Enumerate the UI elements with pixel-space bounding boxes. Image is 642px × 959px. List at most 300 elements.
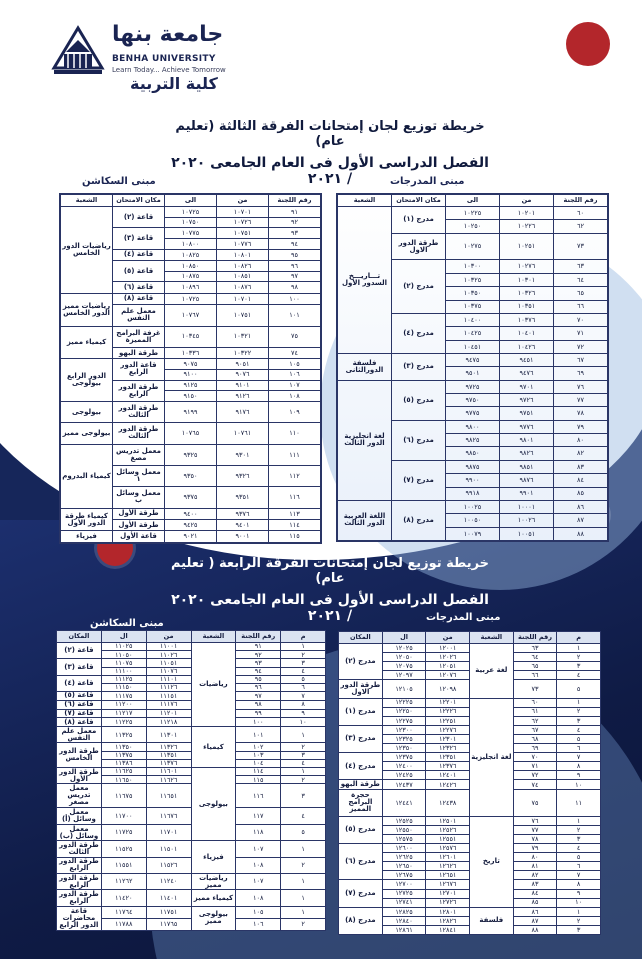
table-cell: ١٠٧٧٥ <box>165 228 217 239</box>
table-cell: ٨١ <box>513 862 557 871</box>
table-cell: ٢ <box>281 776 326 784</box>
table-cell: ١٢٦٧٥ <box>382 871 426 880</box>
table-row <box>338 500 608 513</box>
table-cell: طرقة البهو <box>339 780 383 790</box>
table-cell: ١٠٣٢٦ <box>500 287 554 300</box>
table-cell: ١٢٠٠١ <box>426 644 470 653</box>
table-cell: ٨٦ <box>554 500 608 513</box>
table-cell: غرفة البرامج المميزة <box>113 326 165 347</box>
table-cell: ١٠٣٢٥ <box>446 273 500 286</box>
table-cell: ٩٠٥١ <box>217 359 269 370</box>
table-cell: ١٠٣٢١ <box>217 326 269 347</box>
table-cell: ١٢٠٩٨ <box>426 680 470 698</box>
column-header: رقم اللجنة <box>269 195 321 207</box>
table-cell: تاريخ <box>470 816 514 907</box>
fourth-year-halls-table <box>338 631 601 935</box>
table-cell: ١١٤ <box>269 520 321 531</box>
table-cell: ١ <box>557 698 601 707</box>
table-cell: ١٠٦ <box>269 369 321 380</box>
table-cell: طرقة الأول <box>113 508 165 519</box>
table-cell: ١٠٢٢٦ <box>500 220 554 233</box>
university-slogan: Learn Today... Achieve Tomorrow <box>112 66 226 74</box>
table-cell: ٦ <box>557 862 601 871</box>
table-cell: طرقة البهو <box>113 347 165 358</box>
table-cell: ٦٤ <box>513 653 557 662</box>
table-cell: ٤ <box>557 671 601 680</box>
column-header: رقم اللجنة <box>513 632 557 644</box>
table-cell: ٢ <box>281 918 326 930</box>
table-cell: ٩٧٠١ <box>500 380 554 393</box>
table-cell: ١٢٤٠١ <box>426 771 470 780</box>
table-cell: لغة انجليزية الدور الثالث <box>338 380 392 500</box>
table-cell: ٣ <box>281 751 326 759</box>
table-cell: ١٢٤٤١ <box>382 790 426 817</box>
table-cell: ٩٩٠١ <box>500 487 554 500</box>
table-cell: ١١٨ <box>236 824 281 840</box>
table-cell: ١٠٤ <box>236 759 281 767</box>
table-cell: بيولوجى مميز <box>61 423 113 444</box>
table-cell: ١٢٨٢٦ <box>426 916 470 925</box>
table-cell: ١١٢٦٢ <box>101 873 146 889</box>
table-cell: ١ <box>281 643 326 651</box>
table-cell: ٢ <box>557 653 601 662</box>
table-cell: ٩٨٥٠ <box>446 447 500 460</box>
table-cell: ٩ <box>557 771 601 780</box>
table-cell: ٤ <box>557 725 601 734</box>
table-cell: قاعة (٢) <box>113 207 165 228</box>
table-cell: ١٠٤٢٦ <box>500 340 554 353</box>
table-cell: ٩٣٥١ <box>217 487 269 508</box>
table-cell: ٢ <box>281 743 326 751</box>
table-cell: ٦٦ <box>554 300 608 313</box>
table-cell: ٩٩٠٠ <box>446 474 500 487</box>
table-cell: ١٠٣٠١ <box>500 273 554 286</box>
table-cell: ٧ <box>557 871 601 880</box>
table-cell: ٩١٥٠ <box>165 391 217 402</box>
table-row <box>339 698 601 707</box>
table-cell: ٨٨ <box>554 527 608 540</box>
table-cell: ٩١ <box>269 207 321 218</box>
table-cell: ١١٦٠١ <box>146 768 191 776</box>
fourth-year-subtitle: الفصل الدراسى الأول فى العام الجامعى ٢٠٢٠ / ٢٠٢١ <box>171 592 489 624</box>
table-cell: ٣ <box>557 662 601 671</box>
table-row <box>57 906 326 918</box>
table-cell: معمل علم النفس <box>113 305 165 326</box>
column-header: الى <box>446 195 500 207</box>
table-row <box>61 508 321 519</box>
table-cell: ١١٧٥١ <box>146 906 191 918</box>
table-cell: ١١١٠٠ <box>101 667 146 675</box>
table-cell: ١٠٧٠١ <box>217 207 269 218</box>
table-cell: ١٠٧٢٦ <box>217 217 269 228</box>
table-cell: قاعة (٤) <box>113 249 165 260</box>
table-cell: كيمياء مميز <box>191 890 236 906</box>
table-cell: ٥ <box>557 853 601 862</box>
table-cell: طرقة الدور الثالث <box>57 841 102 857</box>
table-cell: ١٠٧ <box>236 873 281 889</box>
table-cell: ١٢٨٢٥ <box>382 907 426 916</box>
table-cell: ١٢٨٤٠ <box>382 916 426 925</box>
table-cell: ٣ <box>281 784 326 808</box>
table-cell: ١١٣٠١ <box>146 727 191 743</box>
table-cell: ٨٤ <box>513 889 557 898</box>
table-cell: ٩٤٠٠ <box>165 508 217 519</box>
table-cell: ٢ <box>557 825 601 834</box>
third-year-building-right: مبنى المدرجات <box>390 176 465 187</box>
table-cell: ٩١ <box>236 643 281 651</box>
table-cell: ٧٣ <box>554 233 608 260</box>
table-cell: ١١١٥١ <box>146 692 191 701</box>
table-cell: ٩٠٧٦ <box>217 369 269 380</box>
table-cell: ١١٥٠١ <box>146 841 191 857</box>
table-cell: ٨ <box>281 700 326 709</box>
table-cell: ٩٧٢٦ <box>500 394 554 407</box>
table-cell: ١ <box>281 906 326 918</box>
table-cell: ٨٥ <box>513 898 557 907</box>
table-row <box>339 816 601 825</box>
table-cell: ٣ <box>557 834 601 843</box>
table-cell: طرقة الدور الرابع <box>57 857 102 873</box>
table-row <box>61 444 321 465</box>
table-cell: ١٠١ <box>269 305 321 326</box>
decorative-red-dot <box>566 22 610 66</box>
table-cell: ٧٧ <box>513 825 557 834</box>
column-header: من <box>146 631 191 643</box>
table-cell: ٩٤٧٥ <box>446 353 500 366</box>
table-row <box>339 880 601 889</box>
table-cell: طرقة الدور الرابع <box>57 873 102 889</box>
column-header: الشعبة <box>191 631 236 643</box>
table-cell: ١١١٢٥ <box>101 675 146 683</box>
table-cell: ١٢٣٧٦ <box>426 762 470 771</box>
table-cell: ٤ <box>281 759 326 767</box>
table-row <box>339 780 601 790</box>
table-cell: ١٠٧٥٠ <box>165 217 217 228</box>
table-cell: ٧٤ <box>269 347 321 358</box>
table-cell: ٦٣ <box>513 644 557 653</box>
table-cell: ٧١ <box>554 327 608 340</box>
table-cell: ٦٣ <box>554 260 608 273</box>
table-cell: ١٠٨ <box>236 890 281 906</box>
table-cell: ١٠٢٥١ <box>500 233 554 260</box>
table-row <box>339 907 601 916</box>
table-cell: مدرج (٨) <box>392 500 446 540</box>
table-cell: ٥ <box>281 675 326 683</box>
table-cell: رياضيات مميز الدور الخامس <box>61 293 113 326</box>
table-cell: ٧٠ <box>513 753 557 762</box>
table-cell: طرقة الدور الثالث <box>113 423 165 444</box>
table-cell: ١٢٦٧٦ <box>426 880 470 889</box>
table-cell: فيزياء <box>61 531 113 543</box>
table-cell: مدرج (٢) <box>339 644 383 680</box>
table-row <box>57 857 326 873</box>
table-cell: ١٠٢٠١ <box>500 207 554 220</box>
table-cell: ١٠٣ <box>236 751 281 759</box>
table-cell: معمل علم النفس <box>57 727 102 743</box>
table-cell: ١٢٢٢٦ <box>426 707 470 716</box>
column-header: مكان الامتحان <box>113 195 165 207</box>
table-cell: ٦٩ <box>513 744 557 753</box>
table-cell: ٩٨٠١ <box>500 434 554 447</box>
table-cell: قاعة محاضرات الدور الرابع <box>57 906 102 930</box>
table-cell: ١٢٦٠٠ <box>382 844 426 853</box>
table-row <box>338 207 608 220</box>
table-cell: ١٠٥ <box>269 359 321 370</box>
table-cell: ٩٨٢٥ <box>446 434 500 447</box>
table-cell: ١١٧٨٨ <box>101 918 146 930</box>
table-cell: ١٢٢٧٥ <box>382 716 426 725</box>
table-cell: ٦٧ <box>554 353 608 366</box>
table-cell: ٢ <box>281 857 326 873</box>
table-cell: فلسفة الدورالثانى <box>338 353 392 380</box>
table-cell: ٩٠٧٥ <box>165 359 217 370</box>
table-cell: ٨٥ <box>554 487 608 500</box>
table-cell: ١٢٦٠١ <box>426 853 470 862</box>
table-cell: ١١١٧٥ <box>101 692 146 701</box>
table-row <box>57 743 326 751</box>
column-header: من <box>217 195 269 207</box>
table-cell: ١١٥ <box>269 531 321 543</box>
table-cell: ٩٣ <box>269 228 321 239</box>
table-row <box>61 401 321 422</box>
table-cell: ٧٠ <box>554 313 608 326</box>
column-header: من <box>426 632 470 644</box>
table-row <box>339 680 601 698</box>
table-cell: ٥ <box>557 680 601 698</box>
table-cell: ١٠٢٥٠ <box>446 220 500 233</box>
table-cell: ١٠ <box>281 718 326 727</box>
table-cell: طرقة الدور الاول <box>339 680 383 698</box>
column-header: من <box>500 195 554 207</box>
column-header: الشعبة <box>338 195 392 207</box>
table-cell: اللغة العربية الدور الثالث <box>338 500 392 540</box>
table-cell: ٩٦ <box>236 683 281 691</box>
table-cell: ٩٧٢٥ <box>446 380 500 393</box>
third-year-sections-table <box>59 193 322 544</box>
table-cell: ١ <box>557 907 601 916</box>
table-cell: مدرج (٥) <box>392 380 446 420</box>
table-cell: قاعة (٦) <box>57 700 102 709</box>
table-cell: ١٢٠٧٥ <box>382 662 426 671</box>
column-header: م <box>281 631 326 643</box>
table-cell: ١٢٥٥٠ <box>382 825 426 834</box>
table-cell: ٨٤ <box>554 474 608 487</box>
table-cell: كيمياء البدروم <box>61 444 113 508</box>
table-row <box>61 207 321 218</box>
table-cell: ٨ <box>557 880 601 889</box>
table-cell: مدرج (٣) <box>339 725 383 752</box>
table-row <box>57 718 326 727</box>
table-cell: ٩٣٢٥ <box>165 444 217 465</box>
table-cell: رياضيات مميز <box>191 873 236 889</box>
table-cell: مدرج (٥) <box>339 816 383 843</box>
table-cell: ٧ <box>557 753 601 762</box>
table-row <box>57 675 326 683</box>
table-cell: ١٠٣٥١ <box>500 300 554 313</box>
table-cell: ١٠٠ <box>236 718 281 727</box>
table-cell: ٩ <box>281 709 326 718</box>
table-row <box>57 709 326 718</box>
table-cell: ٩٤٢٥ <box>165 520 217 531</box>
table-cell: ١١٠٧٥ <box>101 659 146 667</box>
table-cell: ١٠٨٥١ <box>217 271 269 282</box>
third-year-subtitle: الفصل الدراسى الأول فى العام الجامعى ٢٠٢٠ / ٢٠٢١ <box>171 155 489 187</box>
table-cell: ١٠٧ <box>236 841 281 857</box>
university-name-english: BENHA UNIVERSITY <box>112 54 216 64</box>
table-row <box>57 873 326 889</box>
table-cell: ١٠٧٢٥ <box>165 207 217 218</box>
table-cell: ١١٧٠١ <box>146 824 191 840</box>
column-header: م <box>557 632 601 644</box>
table-cell: ١٢٥٧٦ <box>426 844 470 853</box>
table-cell: قاعة (٣) <box>57 659 102 675</box>
table-cell: ١١٣٢٦ <box>146 743 191 751</box>
table-cell: ٩٥ <box>269 249 321 260</box>
table-row <box>57 700 326 709</box>
table-cell: قاعة (٢) <box>57 643 102 659</box>
table-cell: فلسفة <box>470 907 514 934</box>
table-cell: ٥ <box>557 734 601 743</box>
table-row <box>57 824 326 840</box>
schedule-table <box>338 631 601 935</box>
table-cell: ٩٧ <box>269 271 321 282</box>
table-cell: ١١٥ <box>236 776 281 784</box>
university-logo-icon <box>50 24 106 80</box>
table-cell: ١٠ <box>557 898 601 907</box>
table-cell: ٧٥ <box>513 790 557 817</box>
table-cell: ٦٥ <box>554 287 608 300</box>
table-cell: ١٠٣٧٦ <box>500 313 554 326</box>
table-cell: قاعة (٤) <box>57 675 102 691</box>
table-cell: قاعة (٥) <box>113 261 165 282</box>
column-header: المكان <box>57 631 102 643</box>
table-cell: ١٠٧٦١ <box>217 423 269 444</box>
table-cell: ١١٣٢٥ <box>101 727 146 743</box>
table-cell: ١٢٨٤١ <box>426 925 470 934</box>
table-cell: طرقة الدور الرابع <box>113 380 165 401</box>
table-row <box>57 768 326 776</box>
table-cell: ٩٦ <box>269 261 321 272</box>
table-row <box>338 353 608 366</box>
table-cell: ٩٤٠١ <box>217 520 269 531</box>
table-cell: ١٠٣٥٠ <box>446 287 500 300</box>
table-cell: مدرج (١) <box>339 698 383 725</box>
table-cell: ١٠٧ <box>269 380 321 391</box>
table-cell: ٨ <box>557 762 601 771</box>
table-cell: ١١٣ <box>269 508 321 519</box>
table-cell: مدرج (٧) <box>339 880 383 907</box>
table-cell: ٧٦ <box>513 816 557 825</box>
table-cell: ١١٢١٧ <box>101 709 146 718</box>
column-header: ال <box>382 632 426 644</box>
table-cell: ٢ <box>557 707 601 716</box>
table-cell: ١٠٣٢٢ <box>217 347 269 358</box>
table-cell: كيمياء طرقة الدور الأول <box>61 508 113 531</box>
table-cell: ١١٥٢٦ <box>146 857 191 873</box>
table-cell: ١١١ <box>269 444 321 465</box>
table-cell: ١٠٨٢٦ <box>217 261 269 272</box>
table-cell: ١١٠٥٠ <box>101 651 146 659</box>
table-cell: ١٢٤٢٥ <box>382 771 426 780</box>
table-cell: طرقة الدور الأول <box>57 768 102 784</box>
table-cell: معمل وسائل ١ <box>113 465 165 486</box>
table-cell: ١٠٨٧٥ <box>165 271 217 282</box>
table-cell: ١٢٠٩٧ <box>382 671 426 680</box>
table-cell: ١٠٣٠٠ <box>446 260 500 273</box>
table-cell: ٩٨٧٥ <box>446 460 500 473</box>
third-year-building-left: مبنى السكاشن <box>82 176 156 187</box>
column-header: ال <box>101 631 146 643</box>
table-cell: ٧٨ <box>554 407 608 420</box>
table-cell: مدرج (٧) <box>392 460 446 500</box>
table-cell: طرقة الدور الاول <box>392 233 446 260</box>
table-cell: ٦٦ <box>513 671 557 680</box>
table-cell: ١٢٤٢٦ <box>426 780 470 790</box>
table-cell: ١ <box>281 727 326 743</box>
table-cell: ٧٢ <box>513 771 557 780</box>
table-row <box>57 727 326 743</box>
table-cell: ١٢٥٠١ <box>426 816 470 825</box>
table-cell: ٩٢ <box>236 651 281 659</box>
table-cell: ٧١ <box>513 762 557 771</box>
table-cell: ٩١٧٦ <box>217 401 269 422</box>
table-cell: ١١١٧٦ <box>146 700 191 709</box>
column-header: مكان الامتحان <box>392 195 446 207</box>
table-cell: ١٠٠ <box>269 293 321 304</box>
table-cell: مدرج (٤) <box>392 313 446 353</box>
table-cell: ١٢٥٧٥ <box>382 834 426 843</box>
table-cell: ٧٥ <box>269 326 321 347</box>
column-header: الى <box>165 195 217 207</box>
table-cell: ٧ <box>281 692 326 701</box>
table-cell: ١٠٤٠٠ <box>446 313 500 326</box>
table-cell: ٦ <box>281 683 326 691</box>
table-cell: ٦٥ <box>513 662 557 671</box>
table-cell: ٢ <box>281 651 326 659</box>
table-cell: ١٢٠٥٠ <box>382 653 426 662</box>
table-cell: ١ <box>281 841 326 857</box>
table-cell: ١٢٦٢٥ <box>382 853 426 862</box>
table-cell: ١١٥٥١ <box>101 857 146 873</box>
table-cell: ١١١٠١ <box>146 675 191 683</box>
table-cell: قاعة (٨) <box>113 293 165 304</box>
table-cell: ١١٢١٨ <box>146 718 191 727</box>
table-cell: ١٢١٠٥ <box>382 680 426 698</box>
table-cell: ١٠٢٢٥ <box>446 207 500 220</box>
table-cell: ٧٤ <box>513 780 557 790</box>
table-cell: ١٢٧٢٥ <box>382 889 426 898</box>
table-cell: ٩٧٥٠ <box>446 394 500 407</box>
table-cell: كيمياء <box>191 727 236 768</box>
table-cell: ٨٠ <box>513 853 557 862</box>
table-cell: ١٠٠٥١ <box>500 527 554 540</box>
table-cell: ١٠٧٠١ <box>217 293 269 304</box>
table-cell: ٩٤٥١ <box>500 353 554 366</box>
table-cell: ٧٧ <box>554 394 608 407</box>
table-cell: ١١٧٦٤ <box>101 906 146 918</box>
table-cell: ١٢٦٥٠ <box>382 862 426 871</box>
table-cell: ٣ <box>557 925 601 934</box>
schedule-table <box>337 194 608 541</box>
table-cell: ٨٨ <box>513 925 557 934</box>
table-cell: ١٢٣٠١ <box>426 734 470 743</box>
table-cell: ١٢٧٠٠ <box>382 880 426 889</box>
table-cell: ٩٧٥١ <box>500 407 554 420</box>
table-cell: قاعة الدور الرابع <box>113 359 165 380</box>
table-cell: طرقة الأول <box>113 520 165 531</box>
table-cell: ١١١٥٠ <box>101 683 146 691</box>
table-cell: ١١٤ <box>236 768 281 776</box>
